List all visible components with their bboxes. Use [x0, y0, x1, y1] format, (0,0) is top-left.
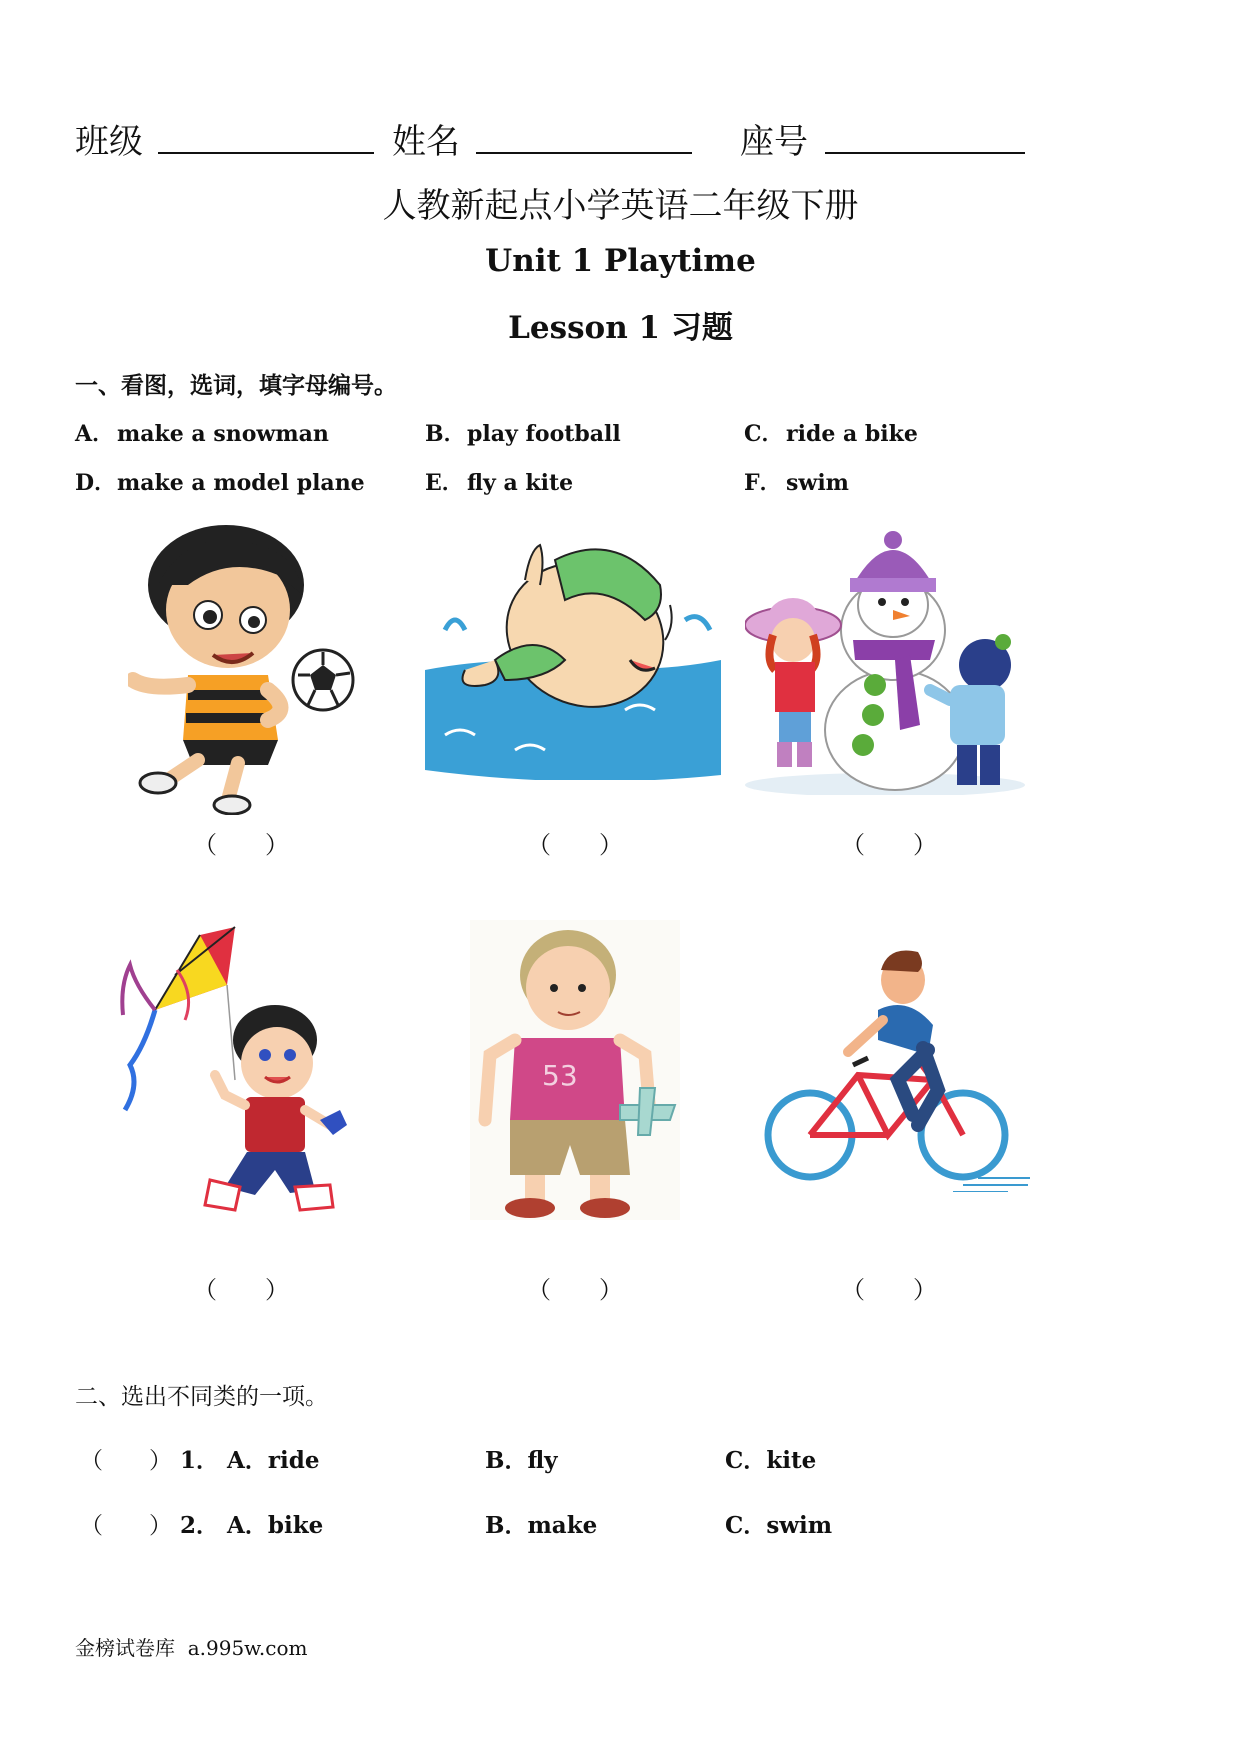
answer-blank-5[interactable]: （ ）: [527, 1276, 623, 1304]
name-field[interactable]: [476, 122, 692, 154]
class-label: 班级: [75, 122, 143, 162]
football-boy-image: [128, 515, 356, 815]
class-field[interactable]: [158, 122, 374, 154]
kite-boy-image: [115, 925, 365, 1225]
answer-blank-6[interactable]: （ ）: [841, 1276, 937, 1304]
lesson-title: Lesson 1 习题: [508, 310, 733, 346]
unit-title: Unit 1 Playtime: [485, 243, 756, 279]
book-title: 人教新起点小学英语二年级下册: [382, 186, 859, 226]
option-e: E． fly a kite: [425, 470, 574, 496]
bike-rider-image: [758, 940, 1030, 1192]
option-b: B．play football: [425, 421, 621, 447]
seat-label: 座号: [740, 122, 808, 162]
snowman-kids-image: [745, 530, 1025, 795]
answer-blank-2[interactable]: （ ）: [527, 831, 623, 859]
footer-source: 金榜试卷库 a.995w.com: [75, 1636, 308, 1660]
question-1: （ ） 1． A．ride B．fly C．kite: [80, 1447, 817, 1474]
jersey-number-53: 53: [542, 1059, 578, 1092]
option-f: F． swim: [744, 470, 849, 496]
section1-heading: 一、看图，选词，填字母编号。: [75, 373, 397, 399]
option-d: D．make a model plane: [75, 470, 365, 496]
question-2-answer-blank[interactable]: （ ）: [80, 1513, 172, 1539]
swimming-child-image: [425, 540, 721, 780]
option-c: C． ride a bike: [744, 421, 918, 447]
seat-field[interactable]: [825, 122, 1025, 154]
section2-heading: 二、选出不同类的一项。: [75, 1384, 328, 1410]
answer-blank-4[interactable]: （ ）: [193, 1276, 289, 1304]
answer-blank-1[interactable]: （ ）: [193, 831, 289, 859]
option-a: A． make a snowman: [75, 421, 329, 447]
name-label: 姓名: [392, 122, 460, 162]
question-2: （ ） 2． A．bike B．make C．swim: [80, 1512, 833, 1539]
question-1-answer-blank[interactable]: （ ）: [80, 1448, 172, 1474]
answer-blank-3[interactable]: （ ）: [841, 831, 937, 859]
model-plane-boy-image: [470, 920, 680, 1220]
